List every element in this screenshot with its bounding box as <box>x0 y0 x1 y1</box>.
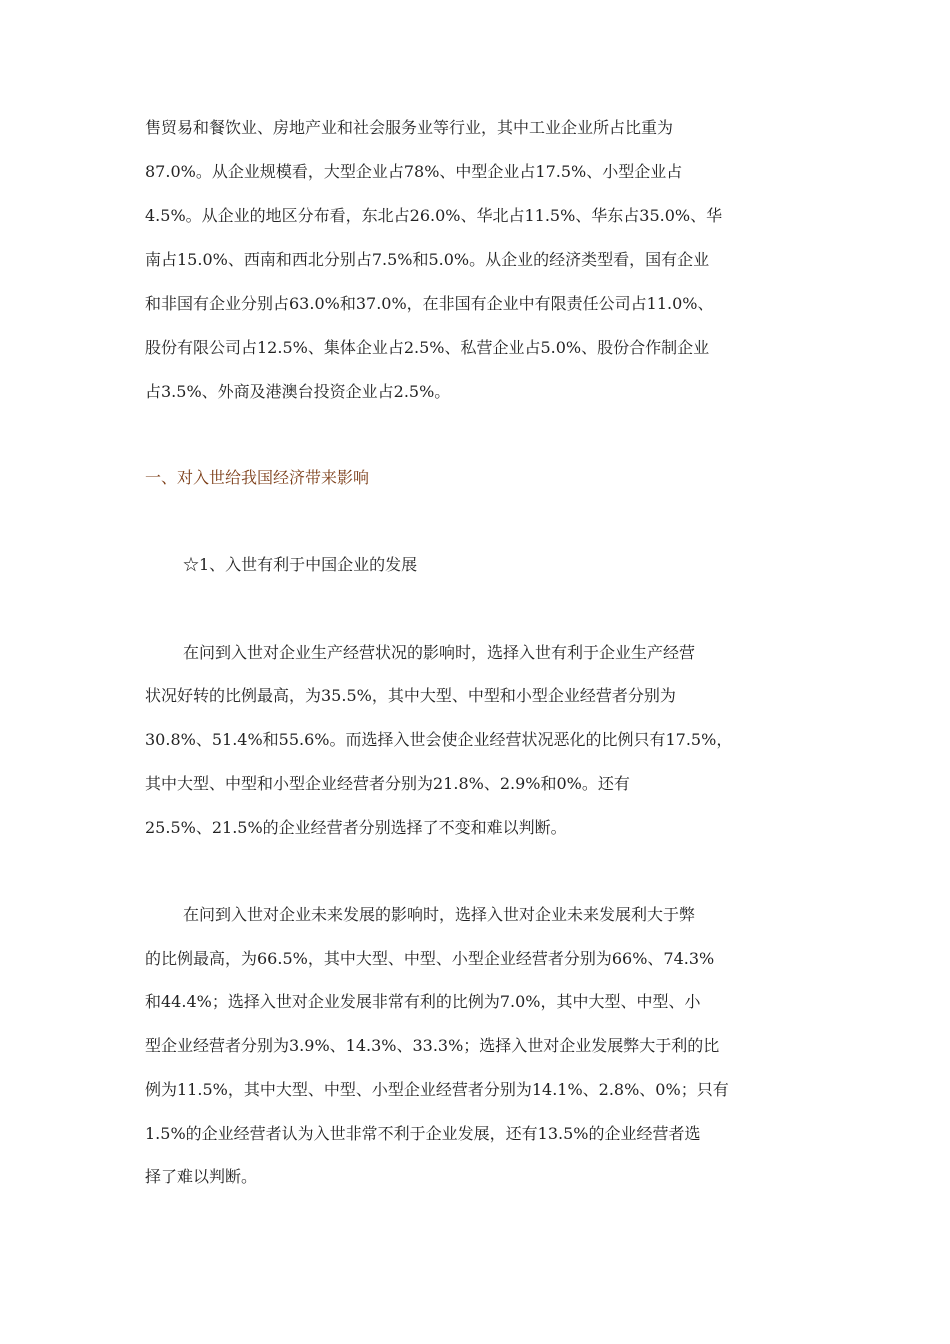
future-line-5: 例为11.5%，其中大型、中型、小型企业经营者分别为14.1%、2.8%、0%；只有 <box>145 1080 729 1099</box>
intro-line-3: 4.5%。从企业的地区分布看，东北占26.0%、华北占11.5%、华东占35.0%、华 <box>145 206 723 225</box>
intro-line-6: 股份有限公司占12.5%、集体企业占2.5%、私营企业占5.0%、股份合作制企业 <box>145 338 710 357</box>
subsection-heading: ☆1、入世有利于中国企业的发展 <box>183 555 418 574</box>
production-line-1: 在问到入世对企业生产经营状况的影响时，选择入世有利于企业生产经营 <box>183 643 696 662</box>
production-line-5: 25.5%、21.5%的企业经营者分别选择了不变和难以判断。 <box>145 818 567 837</box>
production-line-2: 状况好转的比例最高，为35.5%，其中大型、中型和小型企业经营者分别为 <box>145 686 676 705</box>
production-line-4: 其中大型、中型和小型企业经营者分别为21.8%、2.9%和0%。还有 <box>145 774 630 793</box>
future-line-3: 和44.4%；选择入世对企业发展非常有利的比例为7.0%，其中大型、中型、小 <box>145 992 701 1011</box>
intro-line-2: 87.0%。从企业规模看，大型企业占78%、中型企业占17.5%、小型企业占 <box>145 162 683 181</box>
intro-line-4: 南占15.0%、西南和西北分别占7.5%和5.0%。从企业的经济类型看，国有企业 <box>145 250 710 269</box>
intro-line-1: 售贸易和餐饮业、房地产业和社会服务业等行业，其中工业企业所占比重为 <box>145 118 674 137</box>
future-line-2: 的比例最高，为66.5%，其中大型、中型、小型企业经营者分别为66%、74.3% <box>145 949 715 968</box>
future-line-1: 在问到入世对企业未来发展的影响时，选择入世对企业未来发展利大于弊 <box>183 905 696 924</box>
future-line-7: 择了难以判断。 <box>145 1167 258 1186</box>
intro-line-5: 和非国有企业分别占63.0%和37.0%，在非国有企业中有限责任公司占11.0%、 <box>145 294 714 313</box>
future-line-6: 1.5%的企业经营者认为入世非常不利于企业发展，还有13.5%的企业经营者选 <box>145 1124 701 1143</box>
production-line-3: 30.8%、51.4%和55.6%。而选择入世会使企业经营状况恶化的比例只有17.5%， <box>145 730 733 749</box>
future-line-4: 型企业经营者分别为3.9%、14.3%、33.3%；选择入世对企业发展弊大于利的比 <box>145 1036 720 1055</box>
section-heading: 一、对入世给我国经济带来影响 <box>145 468 370 487</box>
intro-line-7: 占3.5%、外商及港澳台投资企业占2.5%。 <box>145 382 451 401</box>
